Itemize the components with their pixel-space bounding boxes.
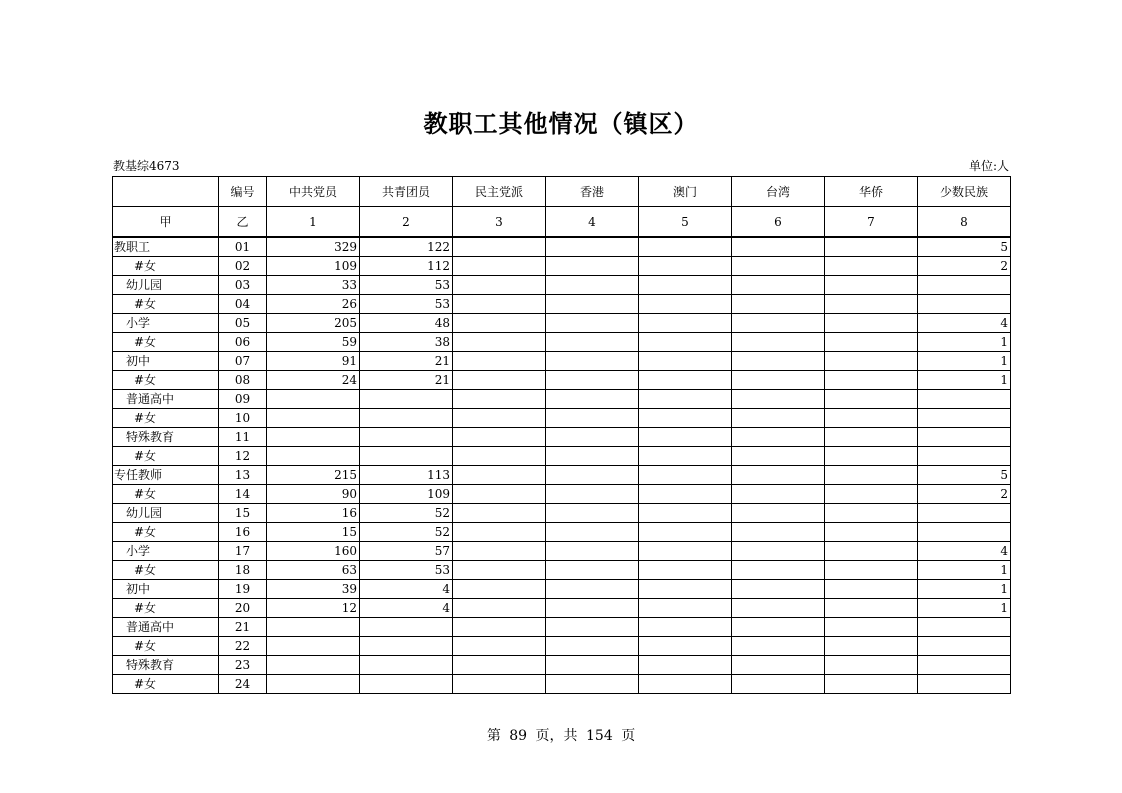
row-label-cell: 普通高中	[113, 618, 219, 637]
row-code-cell: 05	[219, 314, 267, 333]
value-cell	[267, 447, 360, 466]
value-cell	[825, 580, 918, 599]
row-label-cell: 特殊教育	[113, 656, 219, 675]
value-cell: 329	[267, 237, 360, 257]
value-cell	[360, 447, 453, 466]
value-cell	[639, 409, 732, 428]
row-label-cell: 幼儿园	[113, 504, 219, 523]
value-cell	[825, 371, 918, 390]
value-cell	[825, 390, 918, 409]
value-cell	[825, 428, 918, 447]
header-cell-party-member: 中共党员	[267, 177, 360, 207]
subheader-cell: 甲	[113, 207, 219, 238]
value-cell: 109	[360, 485, 453, 504]
value-cell	[639, 314, 732, 333]
value-cell	[360, 409, 453, 428]
value-cell: 160	[267, 542, 360, 561]
row-code-cell: 03	[219, 276, 267, 295]
value-cell	[825, 314, 918, 333]
value-cell	[546, 237, 639, 257]
value-cell: 1	[918, 333, 1011, 352]
row-label-cell: 幼儿园	[113, 276, 219, 295]
value-cell	[453, 561, 546, 580]
value-cell	[453, 295, 546, 314]
header-cell-taiwan: 台湾	[732, 177, 825, 207]
value-cell: 113	[360, 466, 453, 485]
value-cell	[732, 314, 825, 333]
header-cell-macau: 澳门	[639, 177, 732, 207]
value-cell: 39	[267, 580, 360, 599]
table-row	[113, 428, 1011, 447]
unit-label: 单位:人	[968, 159, 1009, 173]
value-cell	[918, 295, 1011, 314]
value-cell	[732, 390, 825, 409]
value-cell: 63	[267, 561, 360, 580]
value-cell	[546, 504, 639, 523]
value-cell: 16	[267, 504, 360, 523]
value-cell: 59	[267, 333, 360, 352]
value-cell	[546, 447, 639, 466]
value-cell	[639, 390, 732, 409]
value-cell	[453, 504, 546, 523]
table-row	[113, 333, 1011, 352]
page-title: 教职工其他情况（镇区）	[423, 109, 699, 138]
value-cell	[825, 409, 918, 428]
header-cell-youth-league: 共青团员	[360, 177, 453, 207]
value-cell	[918, 504, 1011, 523]
header-cell-code: 编号	[219, 177, 267, 207]
value-cell	[918, 675, 1011, 694]
table-row	[113, 561, 1011, 580]
row-code-cell: 20	[219, 599, 267, 618]
subheader-cell: 4	[546, 207, 639, 238]
value-cell: 53	[360, 295, 453, 314]
value-cell	[732, 295, 825, 314]
row-label-cell: 初中	[113, 580, 219, 599]
header-cell-democratic-party: 民主党派	[453, 177, 546, 207]
value-cell	[639, 523, 732, 542]
row-code-cell: 01	[219, 237, 267, 257]
value-cell	[825, 257, 918, 276]
header-cell-ethnic-minority: 少数民族	[918, 177, 1011, 207]
table-row	[113, 504, 1011, 523]
value-cell	[453, 257, 546, 276]
table-row	[113, 637, 1011, 656]
row-code-cell: 19	[219, 580, 267, 599]
row-code-cell: 04	[219, 295, 267, 314]
value-cell	[360, 390, 453, 409]
value-cell	[453, 276, 546, 295]
value-cell	[453, 466, 546, 485]
value-cell	[639, 466, 732, 485]
subheader-cell: 8	[918, 207, 1011, 238]
table-row	[113, 295, 1011, 314]
value-cell	[546, 485, 639, 504]
value-cell: 205	[267, 314, 360, 333]
value-cell	[453, 237, 546, 257]
value-cell	[546, 276, 639, 295]
value-cell	[639, 447, 732, 466]
value-cell	[546, 257, 639, 276]
value-cell	[732, 371, 825, 390]
value-cell	[546, 523, 639, 542]
row-label-cell: #女	[113, 333, 219, 352]
value-cell	[825, 599, 918, 618]
row-label-cell: #女	[113, 675, 219, 694]
value-cell	[918, 618, 1011, 637]
value-cell	[546, 295, 639, 314]
value-cell	[546, 314, 639, 333]
value-cell	[453, 675, 546, 694]
row-label-cell: 初中	[113, 352, 219, 371]
row-label-cell: #女	[113, 561, 219, 580]
row-label-cell: 专任教师	[113, 466, 219, 485]
value-cell	[639, 580, 732, 599]
value-cell	[918, 276, 1011, 295]
value-cell: 4	[360, 580, 453, 599]
table-row	[113, 675, 1011, 694]
value-cell	[360, 428, 453, 447]
value-cell: 1	[918, 580, 1011, 599]
value-cell: 53	[360, 276, 453, 295]
footer-suffix: 页	[621, 728, 636, 744]
row-label-cell: #女	[113, 485, 219, 504]
row-code-cell: 24	[219, 675, 267, 694]
header-cell-overseas-chinese: 华侨	[825, 177, 918, 207]
value-cell: 1	[918, 371, 1011, 390]
value-cell: 52	[360, 504, 453, 523]
value-cell	[639, 599, 732, 618]
value-cell	[546, 580, 639, 599]
value-cell	[453, 333, 546, 352]
value-cell	[732, 466, 825, 485]
row-code-cell: 12	[219, 447, 267, 466]
value-cell	[267, 618, 360, 637]
value-cell: 24	[267, 371, 360, 390]
value-cell	[453, 485, 546, 504]
value-cell	[639, 561, 732, 580]
footer-prefix: 第	[486, 728, 501, 744]
table-row	[113, 409, 1011, 428]
value-cell	[825, 447, 918, 466]
value-cell	[825, 656, 918, 675]
value-cell	[825, 561, 918, 580]
table-row	[113, 580, 1011, 599]
value-cell: 4	[918, 314, 1011, 333]
value-cell: 12	[267, 599, 360, 618]
value-cell	[732, 237, 825, 257]
page-footer	[0, 725, 1122, 745]
subheader-cell: 7	[825, 207, 918, 238]
value-cell	[918, 409, 1011, 428]
table-row	[113, 485, 1011, 504]
subheader-cell: 2	[360, 207, 453, 238]
value-cell	[546, 542, 639, 561]
value-cell	[825, 523, 918, 542]
value-cell	[453, 390, 546, 409]
value-cell	[453, 371, 546, 390]
subheader-cell: 乙	[219, 207, 267, 238]
value-cell	[732, 352, 825, 371]
row-label-cell: #女	[113, 371, 219, 390]
value-cell	[732, 618, 825, 637]
value-cell	[825, 237, 918, 257]
value-cell	[453, 599, 546, 618]
value-cell	[732, 276, 825, 295]
form-code-label: 教基综4673	[113, 159, 180, 173]
value-cell: 21	[360, 371, 453, 390]
value-cell	[825, 333, 918, 352]
row-code-cell: 11	[219, 428, 267, 447]
value-cell	[360, 675, 453, 694]
subheader-cell: 5	[639, 207, 732, 238]
row-code-cell: 23	[219, 656, 267, 675]
value-cell	[546, 675, 639, 694]
value-cell: 53	[360, 561, 453, 580]
value-cell	[639, 504, 732, 523]
value-cell	[267, 390, 360, 409]
value-cell	[453, 637, 546, 656]
table-row	[113, 371, 1011, 390]
value-cell	[453, 618, 546, 637]
value-cell	[453, 447, 546, 466]
value-cell	[360, 637, 453, 656]
value-cell	[825, 637, 918, 656]
value-cell: 109	[267, 257, 360, 276]
value-cell	[639, 352, 732, 371]
statistics-table	[112, 176, 1011, 694]
header-cell-hong-kong: 香港	[546, 177, 639, 207]
value-cell	[918, 656, 1011, 675]
row-label-cell: 普通高中	[113, 390, 219, 409]
value-cell	[639, 675, 732, 694]
value-cell	[546, 428, 639, 447]
value-cell	[732, 523, 825, 542]
value-cell	[732, 428, 825, 447]
subheader-cell: 1	[267, 207, 360, 238]
row-code-cell: 16	[219, 523, 267, 542]
value-cell	[639, 333, 732, 352]
value-cell	[453, 352, 546, 371]
value-cell	[732, 580, 825, 599]
table-row	[113, 523, 1011, 542]
value-cell	[639, 276, 732, 295]
row-code-cell: 07	[219, 352, 267, 371]
table-row	[113, 599, 1011, 618]
value-cell	[546, 390, 639, 409]
value-cell	[918, 637, 1011, 656]
table-row	[113, 257, 1011, 276]
value-cell	[732, 485, 825, 504]
value-cell	[639, 371, 732, 390]
table-row	[113, 237, 1011, 257]
table-row	[113, 466, 1011, 485]
row-label-cell: #女	[113, 523, 219, 542]
table-row	[113, 618, 1011, 637]
value-cell: 57	[360, 542, 453, 561]
value-cell	[360, 656, 453, 675]
row-label-cell: 特殊教育	[113, 428, 219, 447]
table-row	[113, 276, 1011, 295]
subheader-cell: 6	[732, 207, 825, 238]
value-cell: 33	[267, 276, 360, 295]
value-cell	[267, 675, 360, 694]
value-cell: 2	[918, 485, 1011, 504]
footer-mid: 页，共	[535, 728, 578, 744]
value-cell	[546, 599, 639, 618]
value-cell: 52	[360, 523, 453, 542]
value-cell: 4	[360, 599, 453, 618]
value-cell	[639, 656, 732, 675]
table-row	[113, 656, 1011, 675]
value-cell	[639, 542, 732, 561]
row-label-cell: #女	[113, 637, 219, 656]
value-cell	[453, 314, 546, 333]
value-cell	[546, 637, 639, 656]
value-cell	[825, 504, 918, 523]
value-cell	[639, 637, 732, 656]
value-cell	[360, 618, 453, 637]
subheader-row	[113, 207, 1011, 238]
value-cell	[546, 409, 639, 428]
value-cell	[453, 656, 546, 675]
value-cell	[453, 409, 546, 428]
value-cell	[825, 675, 918, 694]
value-cell: 122	[360, 237, 453, 257]
value-cell	[546, 371, 639, 390]
value-cell	[732, 656, 825, 675]
table-row	[113, 314, 1011, 333]
value-cell: 1	[918, 352, 1011, 371]
value-cell	[918, 447, 1011, 466]
row-label-cell: #女	[113, 257, 219, 276]
value-cell	[825, 352, 918, 371]
row-code-cell: 17	[219, 542, 267, 561]
value-cell	[267, 637, 360, 656]
row-label-cell: #女	[113, 409, 219, 428]
table-row	[113, 390, 1011, 409]
row-label-cell: #女	[113, 295, 219, 314]
row-label-cell: 小学	[113, 542, 219, 561]
footer-total-pages: 154	[586, 728, 613, 744]
value-cell	[918, 523, 1011, 542]
value-cell	[732, 542, 825, 561]
value-cell	[732, 447, 825, 466]
value-cell	[639, 295, 732, 314]
value-cell: 1	[918, 599, 1011, 618]
value-cell	[453, 580, 546, 599]
value-cell	[732, 504, 825, 523]
table-row	[113, 542, 1011, 561]
value-cell: 2	[918, 257, 1011, 276]
value-cell	[825, 295, 918, 314]
header-row	[113, 177, 1011, 207]
footer-page-number: 89	[509, 728, 528, 744]
row-code-cell: 08	[219, 371, 267, 390]
value-cell: 38	[360, 333, 453, 352]
row-code-cell: 18	[219, 561, 267, 580]
value-cell	[918, 428, 1011, 447]
value-cell: 48	[360, 314, 453, 333]
subheader-cell: 3	[453, 207, 546, 238]
value-cell: 4	[918, 542, 1011, 561]
table-row	[113, 447, 1011, 466]
row-code-cell: 15	[219, 504, 267, 523]
value-cell: 112	[360, 257, 453, 276]
value-cell	[639, 237, 732, 257]
row-code-cell: 13	[219, 466, 267, 485]
value-cell	[546, 352, 639, 371]
value-cell	[732, 333, 825, 352]
value-cell: 91	[267, 352, 360, 371]
value-cell	[732, 637, 825, 656]
value-cell	[918, 390, 1011, 409]
row-label-cell: #女	[113, 599, 219, 618]
value-cell: 26	[267, 295, 360, 314]
value-cell	[546, 333, 639, 352]
value-cell	[639, 618, 732, 637]
value-cell	[825, 466, 918, 485]
value-cell: 5	[918, 237, 1011, 257]
value-cell	[732, 257, 825, 276]
value-cell: 21	[360, 352, 453, 371]
row-label-cell: 小学	[113, 314, 219, 333]
value-cell	[267, 428, 360, 447]
value-cell: 90	[267, 485, 360, 504]
value-cell	[546, 466, 639, 485]
row-code-cell: 10	[219, 409, 267, 428]
value-cell	[546, 656, 639, 675]
row-code-cell: 02	[219, 257, 267, 276]
value-cell: 215	[267, 466, 360, 485]
value-cell	[267, 409, 360, 428]
value-cell	[639, 257, 732, 276]
row-code-cell: 09	[219, 390, 267, 409]
value-cell	[546, 618, 639, 637]
value-cell: 1	[918, 561, 1011, 580]
row-code-cell: 14	[219, 485, 267, 504]
value-cell	[639, 485, 732, 504]
value-cell	[825, 618, 918, 637]
value-cell	[732, 599, 825, 618]
value-cell: 5	[918, 466, 1011, 485]
row-code-cell: 21	[219, 618, 267, 637]
value-cell	[453, 428, 546, 447]
value-cell	[453, 523, 546, 542]
value-cell	[546, 561, 639, 580]
table-row	[113, 352, 1011, 371]
row-code-cell: 22	[219, 637, 267, 656]
value-cell	[453, 542, 546, 561]
value-cell	[732, 561, 825, 580]
value-cell	[639, 428, 732, 447]
value-cell	[732, 675, 825, 694]
row-label-cell: 教职工	[113, 237, 219, 257]
value-cell	[825, 276, 918, 295]
value-cell	[267, 656, 360, 675]
value-cell	[732, 409, 825, 428]
value-cell	[825, 542, 918, 561]
row-label-cell: #女	[113, 447, 219, 466]
row-code-cell: 06	[219, 333, 267, 352]
value-cell: 15	[267, 523, 360, 542]
value-cell	[825, 485, 918, 504]
header-cell-blank	[113, 177, 219, 207]
